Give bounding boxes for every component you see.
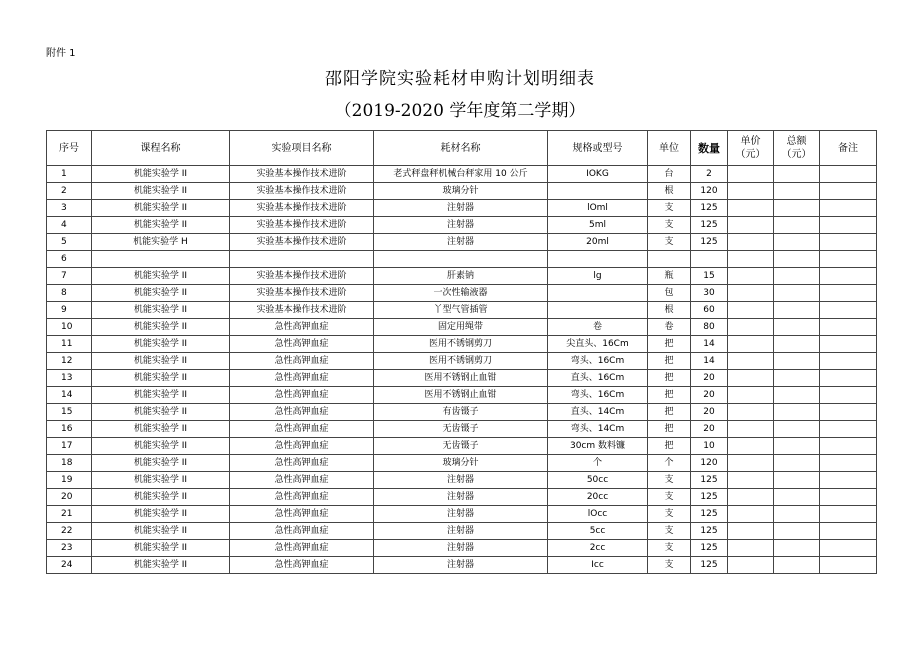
cell-note bbox=[820, 353, 877, 370]
cell-quantity: 30 bbox=[691, 285, 728, 302]
cell-note bbox=[820, 217, 877, 234]
cell-spec: 直头、14Cm bbox=[548, 404, 648, 421]
cell-project: 急性高钾血症 bbox=[230, 319, 374, 336]
cell-quantity: 125 bbox=[691, 489, 728, 506]
cell-project: 实验基本操作技术进阶 bbox=[230, 234, 374, 251]
cell-note bbox=[820, 421, 877, 438]
cell-total bbox=[774, 319, 820, 336]
cell-total bbox=[774, 557, 820, 574]
cell-index: 8 bbox=[47, 285, 92, 302]
cell-spec: 尖直头、16Cm bbox=[548, 336, 648, 353]
cell-index: 7 bbox=[47, 268, 92, 285]
cell-project: 急性高钾血症 bbox=[230, 353, 374, 370]
cell-course: 机能实验学 II bbox=[92, 200, 230, 217]
cell-course: 机能实验学 II bbox=[92, 421, 230, 438]
cell-spec: lOml bbox=[548, 200, 648, 217]
cell-total bbox=[774, 438, 820, 455]
cell-total bbox=[774, 387, 820, 404]
cell-course: 机能实验学 II bbox=[92, 268, 230, 285]
cell-quantity: 120 bbox=[691, 455, 728, 472]
cell-material: 一次性输液器 bbox=[374, 285, 548, 302]
cell-project: 急性高钾血症 bbox=[230, 370, 374, 387]
table-row bbox=[47, 200, 877, 217]
document-title: 邵阳学院实验耗材申购计划明细表 bbox=[325, 69, 595, 89]
cell-unit: 把 bbox=[648, 421, 691, 438]
cell-unit: 把 bbox=[648, 353, 691, 370]
table-row bbox=[47, 268, 877, 285]
cell-unit: 把 bbox=[648, 336, 691, 353]
cell-index: 11 bbox=[47, 336, 92, 353]
cell-unit: 把 bbox=[648, 370, 691, 387]
purchase-table bbox=[46, 130, 877, 574]
cell-course: 机能实验学 II bbox=[92, 217, 230, 234]
cell-course: 机能实验学 II bbox=[92, 387, 230, 404]
table-row bbox=[47, 404, 877, 421]
cell-unit: 支 bbox=[648, 506, 691, 523]
cell-index: 17 bbox=[47, 438, 92, 455]
cell-note bbox=[820, 404, 877, 421]
cell-unit: 支 bbox=[648, 472, 691, 489]
cell-course: 机能实验学 II bbox=[92, 472, 230, 489]
cell-unit-price bbox=[728, 251, 774, 268]
cell-index: 12 bbox=[47, 353, 92, 370]
cell-unit-price bbox=[728, 285, 774, 302]
cell-note bbox=[820, 234, 877, 251]
cell-unit bbox=[648, 251, 691, 268]
cell-course: 机能实验学 II bbox=[92, 438, 230, 455]
cell-note bbox=[820, 438, 877, 455]
cell-quantity: 10 bbox=[691, 438, 728, 455]
cell-project: 实验基本操作技术进阶 bbox=[230, 217, 374, 234]
header-material: 耗材名称 bbox=[374, 131, 548, 166]
cell-unit-price bbox=[728, 268, 774, 285]
header-row bbox=[47, 131, 877, 166]
cell-spec: 弯头、16Cm bbox=[548, 387, 648, 404]
cell-course: 机能实验学 II bbox=[92, 506, 230, 523]
cell-total bbox=[774, 489, 820, 506]
cell-project: 急性高钾血症 bbox=[230, 557, 374, 574]
cell-spec: 弯头、16Cm bbox=[548, 353, 648, 370]
cell-unit: 把 bbox=[648, 387, 691, 404]
cell-index: 1 bbox=[47, 166, 92, 183]
cell-unit-price bbox=[728, 421, 774, 438]
cell-unit-price bbox=[728, 336, 774, 353]
table-row bbox=[47, 285, 877, 302]
cell-spec: lg bbox=[548, 268, 648, 285]
header-quantity: 数量 bbox=[691, 131, 728, 166]
cell-spec: 个 bbox=[548, 455, 648, 472]
header-total bbox=[774, 131, 820, 166]
cell-note bbox=[820, 268, 877, 285]
cell-note bbox=[820, 506, 877, 523]
cell-material: 注射器 bbox=[374, 523, 548, 540]
cell-index: 22 bbox=[47, 523, 92, 540]
cell-note bbox=[820, 285, 877, 302]
cell-total bbox=[774, 302, 820, 319]
cell-index: 19 bbox=[47, 472, 92, 489]
cell-unit-price bbox=[728, 540, 774, 557]
cell-index: 21 bbox=[47, 506, 92, 523]
cell-quantity: 20 bbox=[691, 370, 728, 387]
cell-quantity: 60 bbox=[691, 302, 728, 319]
cell-note bbox=[820, 319, 877, 336]
cell-material: 玻璃分针 bbox=[374, 455, 548, 472]
cell-material: 老式秤盘秤机械台秤家用 10 公斤 bbox=[374, 166, 548, 183]
cell-quantity: 80 bbox=[691, 319, 728, 336]
cell-unit: 支 bbox=[648, 540, 691, 557]
cell-note bbox=[820, 251, 877, 268]
cell-spec bbox=[548, 285, 648, 302]
cell-project: 实验基本操作技术进阶 bbox=[230, 268, 374, 285]
cell-material: 玻璃分针 bbox=[374, 183, 548, 200]
cell-index: 18 bbox=[47, 455, 92, 472]
cell-total bbox=[774, 353, 820, 370]
cell-material: 医用不锈钢止血钳 bbox=[374, 387, 548, 404]
cell-total bbox=[774, 200, 820, 217]
cell-unit-price bbox=[728, 200, 774, 217]
cell-total bbox=[774, 166, 820, 183]
cell-note bbox=[820, 302, 877, 319]
cell-project: 实验基本操作技术进阶 bbox=[230, 302, 374, 319]
cell-total bbox=[774, 268, 820, 285]
cell-unit-price bbox=[728, 557, 774, 574]
cell-spec: lOcc bbox=[548, 506, 648, 523]
cell-total bbox=[774, 404, 820, 421]
cell-course: 机能实验学 II bbox=[92, 336, 230, 353]
cell-unit: 支 bbox=[648, 557, 691, 574]
cell-quantity: 125 bbox=[691, 234, 728, 251]
table-row bbox=[47, 183, 877, 200]
cell-quantity: 125 bbox=[691, 557, 728, 574]
cell-unit: 根 bbox=[648, 302, 691, 319]
cell-total bbox=[774, 251, 820, 268]
cell-note bbox=[820, 370, 877, 387]
cell-total bbox=[774, 472, 820, 489]
cell-quantity: 14 bbox=[691, 336, 728, 353]
cell-material: 注射器 bbox=[374, 472, 548, 489]
cell-unit-price bbox=[728, 302, 774, 319]
cell-course bbox=[92, 251, 230, 268]
cell-index: 2 bbox=[47, 183, 92, 200]
cell-quantity: 120 bbox=[691, 183, 728, 200]
cell-note bbox=[820, 540, 877, 557]
header-unit-price bbox=[728, 131, 774, 166]
cell-index: 20 bbox=[47, 489, 92, 506]
cell-course: 机能实验学 H bbox=[92, 234, 230, 251]
cell-course: 机能实验学 II bbox=[92, 455, 230, 472]
cell-quantity bbox=[691, 251, 728, 268]
cell-material: 注射器 bbox=[374, 540, 548, 557]
cell-quantity: 125 bbox=[691, 217, 728, 234]
cell-unit: 支 bbox=[648, 523, 691, 540]
cell-total bbox=[774, 336, 820, 353]
cell-spec bbox=[548, 302, 648, 319]
cell-total bbox=[774, 421, 820, 438]
table-row bbox=[47, 370, 877, 387]
cell-project: 实验基本操作技术进阶 bbox=[230, 200, 374, 217]
cell-unit-price bbox=[728, 506, 774, 523]
cell-unit-price bbox=[728, 438, 774, 455]
cell-unit-price bbox=[728, 455, 774, 472]
cell-spec: Icc bbox=[548, 557, 648, 574]
cell-unit: 支 bbox=[648, 234, 691, 251]
cell-index: 3 bbox=[47, 200, 92, 217]
cell-quantity: 125 bbox=[691, 506, 728, 523]
cell-course: 机能实验学 II bbox=[92, 370, 230, 387]
cell-unit: 把 bbox=[648, 438, 691, 455]
cell-material: 医用不锈钢剪刀 bbox=[374, 353, 548, 370]
table-row bbox=[47, 523, 877, 540]
header-project: 实验项目名称 bbox=[230, 131, 374, 166]
cell-total bbox=[774, 506, 820, 523]
cell-course: 机能实验学 II bbox=[92, 285, 230, 302]
table-row bbox=[47, 217, 877, 234]
cell-unit: 瓶 bbox=[648, 268, 691, 285]
cell-project: 急性高钾血症 bbox=[230, 455, 374, 472]
document-subtitle: （2019-2020 学年度第二学期） bbox=[334, 101, 586, 121]
header-unit-price-label: 单价 bbox=[740, 136, 761, 147]
cell-index: 4 bbox=[47, 217, 92, 234]
header-spec: 规格或型号 bbox=[548, 131, 648, 166]
cell-spec: 20ml bbox=[548, 234, 648, 251]
header-course: 课程名称 bbox=[92, 131, 230, 166]
cell-unit: 根 bbox=[648, 183, 691, 200]
table-row bbox=[47, 319, 877, 336]
cell-project: 急性高钾血症 bbox=[230, 506, 374, 523]
cell-material: 肝素钠 bbox=[374, 268, 548, 285]
cell-total bbox=[774, 455, 820, 472]
cell-course: 机能实验学 II bbox=[92, 302, 230, 319]
cell-unit: 个 bbox=[648, 455, 691, 472]
cell-quantity: 125 bbox=[691, 472, 728, 489]
table-row bbox=[47, 455, 877, 472]
cell-note bbox=[820, 387, 877, 404]
cell-course: 机能实验学 II bbox=[92, 183, 230, 200]
cell-index: 14 bbox=[47, 387, 92, 404]
table-row bbox=[47, 251, 877, 268]
cell-project: 急性高钾血症 bbox=[230, 404, 374, 421]
cell-note bbox=[820, 472, 877, 489]
cell-quantity: 125 bbox=[691, 523, 728, 540]
cell-unit-price bbox=[728, 319, 774, 336]
cell-index: 24 bbox=[47, 557, 92, 574]
cell-index: 23 bbox=[47, 540, 92, 557]
header-total-label: 总额 bbox=[786, 136, 807, 147]
cell-project bbox=[230, 251, 374, 268]
cell-note bbox=[820, 455, 877, 472]
cell-course: 机能实验学 II bbox=[92, 319, 230, 336]
cell-unit: 支 bbox=[648, 200, 691, 217]
cell-material: 有齿镊子 bbox=[374, 404, 548, 421]
cell-course: 机能实验学 II bbox=[92, 404, 230, 421]
cell-unit-price bbox=[728, 404, 774, 421]
cell-spec: 20cc bbox=[548, 489, 648, 506]
cell-quantity: 14 bbox=[691, 353, 728, 370]
table-row bbox=[47, 302, 877, 319]
cell-spec: 30cm 数料镰 bbox=[548, 438, 648, 455]
cell-unit-price bbox=[728, 234, 774, 251]
cell-note bbox=[820, 183, 877, 200]
cell-note bbox=[820, 523, 877, 540]
table-row bbox=[47, 353, 877, 370]
cell-note bbox=[820, 489, 877, 506]
cell-spec: 5ml bbox=[548, 217, 648, 234]
cell-index: 9 bbox=[47, 302, 92, 319]
header-note: 备注 bbox=[820, 131, 877, 166]
cell-total bbox=[774, 183, 820, 200]
cell-spec: 卷 bbox=[548, 319, 648, 336]
cell-material: 丫型气管插管 bbox=[374, 302, 548, 319]
cell-unit: 包 bbox=[648, 285, 691, 302]
cell-project: 急性高钾血症 bbox=[230, 540, 374, 557]
cell-quantity: 125 bbox=[691, 540, 728, 557]
cell-total bbox=[774, 217, 820, 234]
cell-spec: 直头、16Cm bbox=[548, 370, 648, 387]
header-total-currency: （元） bbox=[781, 149, 812, 160]
cell-material: 医用不锈钢止血钳 bbox=[374, 370, 548, 387]
cell-spec: 5cc bbox=[548, 523, 648, 540]
cell-quantity: 125 bbox=[691, 200, 728, 217]
table-row bbox=[47, 472, 877, 489]
cell-project: 急性高钾血症 bbox=[230, 421, 374, 438]
cell-course: 机能实验学 II bbox=[92, 540, 230, 557]
cell-quantity: 20 bbox=[691, 404, 728, 421]
cell-total bbox=[774, 523, 820, 540]
cell-quantity: 15 bbox=[691, 268, 728, 285]
cell-material: 注射器 bbox=[374, 217, 548, 234]
cell-index: 10 bbox=[47, 319, 92, 336]
header-unit: 单位 bbox=[648, 131, 691, 166]
cell-total bbox=[774, 285, 820, 302]
cell-material: 注射器 bbox=[374, 489, 548, 506]
cell-unit: 支 bbox=[648, 217, 691, 234]
cell-quantity: 2 bbox=[691, 166, 728, 183]
cell-material: 无齿镊子 bbox=[374, 421, 548, 438]
cell-unit-price bbox=[728, 489, 774, 506]
cell-index: 15 bbox=[47, 404, 92, 421]
cell-index: 16 bbox=[47, 421, 92, 438]
cell-project: 实验基本操作技术进阶 bbox=[230, 285, 374, 302]
table-row bbox=[47, 540, 877, 557]
table-row bbox=[47, 166, 877, 183]
cell-note bbox=[820, 557, 877, 574]
attachment-label: 附件 1 bbox=[46, 48, 76, 59]
cell-project: 实验基本操作技术进阶 bbox=[230, 166, 374, 183]
cell-unit-price bbox=[728, 353, 774, 370]
header-index: 序号 bbox=[47, 131, 92, 166]
cell-unit-price bbox=[728, 472, 774, 489]
cell-project: 急性高钾血症 bbox=[230, 489, 374, 506]
table-row bbox=[47, 421, 877, 438]
cell-project: 急性高钾血症 bbox=[230, 387, 374, 404]
cell-note bbox=[820, 200, 877, 217]
cell-project: 急性高钾血症 bbox=[230, 472, 374, 489]
cell-course: 机能实验学 II bbox=[92, 557, 230, 574]
cell-spec: 2cc bbox=[548, 540, 648, 557]
cell-spec: 弯头、14Cm bbox=[548, 421, 648, 438]
cell-course: 机能实验学 II bbox=[92, 353, 230, 370]
cell-unit: 台 bbox=[648, 166, 691, 183]
cell-course: 机能实验学 II bbox=[92, 489, 230, 506]
cell-index: 6 bbox=[47, 251, 92, 268]
cell-material: 注射器 bbox=[374, 506, 548, 523]
cell-unit-price bbox=[728, 387, 774, 404]
header-unit-price-currency: （元） bbox=[735, 149, 766, 160]
cell-unit: 支 bbox=[648, 489, 691, 506]
cell-total bbox=[774, 234, 820, 251]
table-row bbox=[47, 506, 877, 523]
cell-unit-price bbox=[728, 183, 774, 200]
cell-quantity: 20 bbox=[691, 387, 728, 404]
cell-unit-price bbox=[728, 217, 774, 234]
cell-note bbox=[820, 336, 877, 353]
cell-total bbox=[774, 370, 820, 387]
cell-material: 注射器 bbox=[374, 200, 548, 217]
cell-unit: 把 bbox=[648, 404, 691, 421]
cell-unit-price bbox=[728, 523, 774, 540]
table-row bbox=[47, 336, 877, 353]
cell-project: 急性高钾血症 bbox=[230, 523, 374, 540]
cell-spec bbox=[548, 251, 648, 268]
cell-spec: 50cc bbox=[548, 472, 648, 489]
cell-quantity: 20 bbox=[691, 421, 728, 438]
cell-unit-price bbox=[728, 370, 774, 387]
cell-project: 实验基本操作技术进阶 bbox=[230, 183, 374, 200]
cell-unit-price bbox=[728, 166, 774, 183]
cell-material bbox=[374, 251, 548, 268]
cell-project: 急性高钾血症 bbox=[230, 438, 374, 455]
cell-course: 机能实验学 II bbox=[92, 523, 230, 540]
cell-material: 注射器 bbox=[374, 234, 548, 251]
cell-project: 急性高钾血症 bbox=[230, 336, 374, 353]
table-row bbox=[47, 557, 877, 574]
cell-spec: IOKG bbox=[548, 166, 648, 183]
cell-course: 机能实验学 II bbox=[92, 166, 230, 183]
table-row bbox=[47, 489, 877, 506]
cell-index: 13 bbox=[47, 370, 92, 387]
cell-material: 注射器 bbox=[374, 557, 548, 574]
cell-material: 无齿镊子 bbox=[374, 438, 548, 455]
cell-total bbox=[774, 540, 820, 557]
cell-note bbox=[820, 166, 877, 183]
cell-material: 医用不锈钢剪刀 bbox=[374, 336, 548, 353]
cell-material: 固定用绳带 bbox=[374, 319, 548, 336]
table-row bbox=[47, 234, 877, 251]
table-row bbox=[47, 387, 877, 404]
table-row bbox=[47, 438, 877, 455]
cell-index: 5 bbox=[47, 234, 92, 251]
cell-unit: 卷 bbox=[648, 319, 691, 336]
table-body bbox=[47, 166, 877, 574]
cell-spec bbox=[548, 183, 648, 200]
